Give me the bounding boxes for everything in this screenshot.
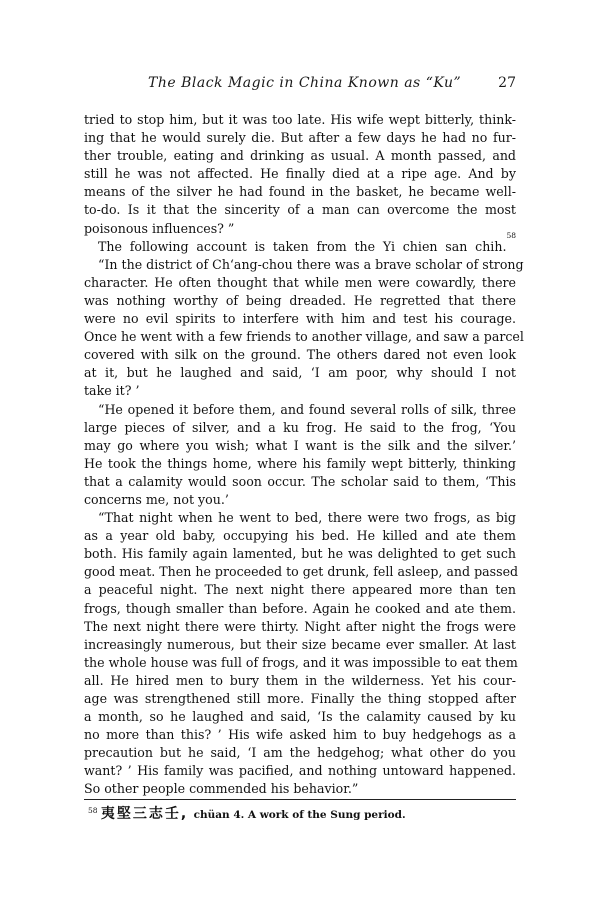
text-line: Once he went with a few friends to another village, and saw a parcel [84, 329, 524, 345]
text-line: a month, so he laughed and said, ‘Is the calamity caused by ku [84, 709, 516, 725]
text-line: the whole house was full of frogs, and it was impossible to eat them [84, 654, 518, 670]
running-title: The Black Magic in China Known as “Ku” [148, 75, 462, 91]
text-line: large pieces of silver, and a ku frog. He said to the frog, ‘You [84, 419, 516, 435]
text-line: good meat. Then he proceeded to get drunk, fell asleep, and passed [84, 564, 519, 580]
page-number: 27 [498, 75, 516, 91]
text-line: were no evil spirits to interfere with him and test his courage. [84, 311, 516, 327]
footnote-reference: 58 [506, 230, 516, 240]
text-line: poisonous influences? ” [84, 220, 235, 236]
text-line: increasingly numerous, but their size became ever smaller. At last [84, 636, 516, 652]
text-line: take it? ’ [84, 383, 140, 399]
text-line: was nothing worthy of being dreaded. He regretted that there [84, 292, 516, 308]
text-line: frogs, though smaller than before. Again he cooked and ate them. [84, 600, 516, 616]
text-line: “He opened it before them, and found several rolls of silk, three [98, 401, 516, 417]
text-line: that a calamity would soon occur. The scholar said to them, ‘This [84, 473, 516, 489]
footnote-mark: 58 [88, 806, 98, 815]
text-line: a peaceful night. The next night there appeared more than ten [84, 582, 516, 598]
text-line: covered with silk on the ground. The others dared not even look [84, 347, 516, 363]
footnote [88, 804, 516, 824]
text-line: “That night when he went to bed, there were two frogs, as big [98, 510, 516, 526]
text-line: precaution but he said, ‘I am the hedgehog; what other do you [84, 745, 516, 761]
text-line: want? ’ His family was pacified, and nothing untoward happened. [84, 763, 516, 779]
text-line-with-footnote [84, 230, 516, 256]
footnote-divider [84, 799, 516, 800]
text-line: both. His family again lamented, but he was delighted to get such [84, 546, 516, 562]
body-text [84, 111, 524, 799]
text-line: may go where you wish; what I want is the silk and the silver.’ [84, 437, 516, 453]
text-line: as a year old baby, occupying his bed. He killed and ate them [84, 528, 516, 544]
text-line: tried to stop him, but it was too late. His wife wept bitterly, think- [84, 112, 516, 127]
footnote-chinese-title: 夷堅三志壬, [100, 806, 189, 822]
text-line: ther trouble, eating and drinking as usual. A month passed, and [84, 148, 516, 164]
text-line: “In the district of Ch‘ang-chou there was a brave scholar of strong [98, 256, 524, 272]
text-line: The next night there were thirty. Night after night the frogs were [84, 618, 516, 634]
text-line: So other people commended his behavior.” [84, 781, 359, 797]
footnote-text: chüan 4. A work of the Sung period. [193, 809, 406, 821]
running-head [148, 75, 516, 99]
text-line: He took the things home, where his family wept bitterly, thinking [84, 455, 516, 471]
text-line: all. He hired men to bury them in the wilderness. Yet his cour- [84, 672, 516, 688]
text-line: still he was not affected. He finally died at a ripe age. And by [84, 166, 516, 182]
text-line: to-do. Is it that the sincerity of a man can overcome the most [84, 202, 516, 218]
text-line: no more than this? ’ His wife asked him to buy hedgehogs as a [84, 727, 516, 743]
text-line: The following account is taken from the Yi chien san chih. [98, 238, 507, 254]
text-line: ing that he would surely die. But after a few days he had no fur- [84, 130, 516, 146]
text-line: means of the silver he had found in the basket, he became well- [84, 184, 516, 200]
text-line: character. He often thought that while men were cowardly, there [84, 274, 516, 290]
text-line: age was strengthened still more. Finally the thing stopped after [84, 691, 516, 706]
text-line: concerns me, not you.’ [84, 491, 229, 507]
text-line: at it, but he laughed and said, ‘I am poor, why should I not [84, 365, 516, 381]
